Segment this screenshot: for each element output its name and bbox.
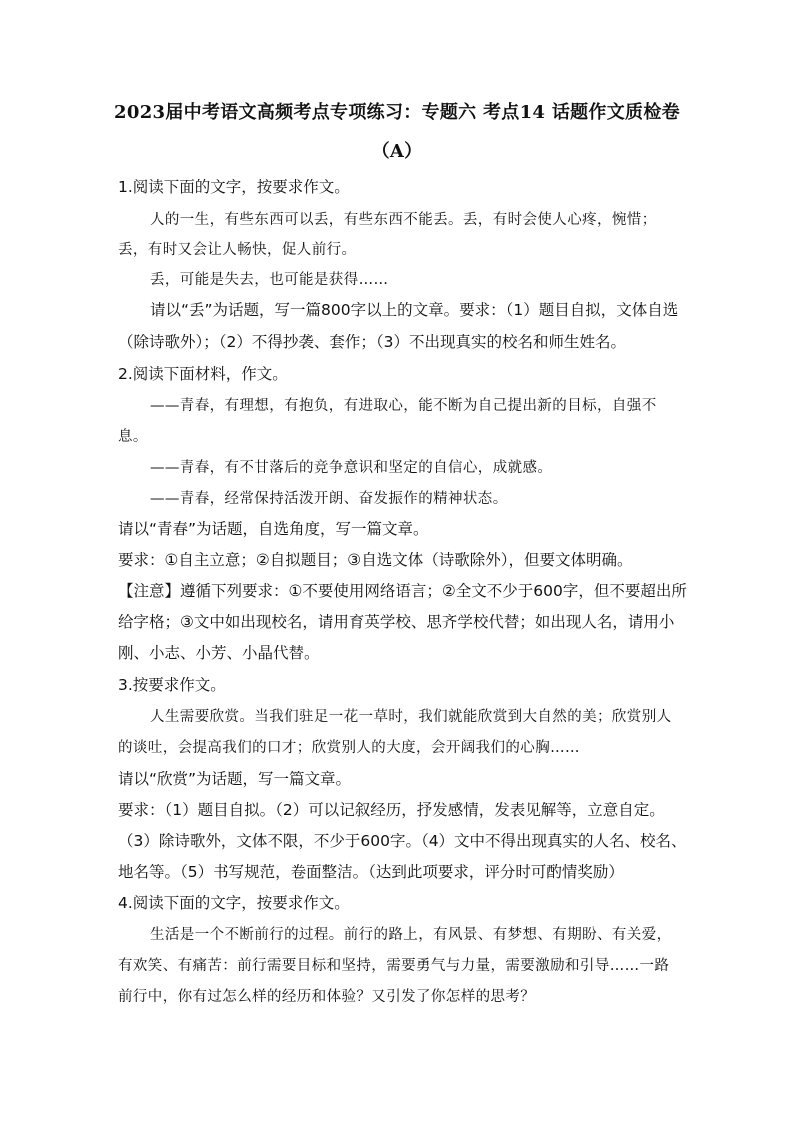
question-3-requirement-line: 请以“欣赏”为话题，写一篇文章。 xyxy=(118,770,352,788)
question-3-requirement-line: 要求：（1）题目自拟。（2）可以记叙经历，抒发感情，发表见解等，立意自定。 xyxy=(118,801,665,819)
question-4-material-line: 前行中，你有过怎么样的经历和体验？又引发了你怎样的思考？ xyxy=(118,989,536,1005)
question-2-heading: 2.阅读下面材料，作文。 xyxy=(118,365,288,383)
question-2-requirement-line: 请以“青春”为话题，自选角度，写一篇文章。 xyxy=(118,520,429,538)
document-title: 2023届中考语文高频考点专项练习：专题六 考点14 话题作文质检卷 xyxy=(114,102,680,123)
question-2-note-line: 刚、小志、小芳、小晶代替。 xyxy=(118,644,320,662)
question-2-requirement-line: 要求：①自主立意；②自拟题目；③自选文体（诗歌除外），但要文体明确。 xyxy=(118,551,633,569)
question-3-requirement-line: （3）除诗歌外，文体不限，不少于600字。（4）文中不得出现真实的人名、校名、 xyxy=(118,832,687,850)
question-3-material-line: 人生需要欣赏。当我们驻足一花一草时，我们就能欣赏到大自然的美；欣赏别人 xyxy=(150,709,672,725)
question-3-material-line: 的谈吐，会提高我们的口才；欣赏别人的大度，会开阔我们的心胸…… xyxy=(118,740,580,756)
question-1-material-line: 丢，可能是失去，也可能是获得…… xyxy=(150,272,389,288)
question-1-material-line: 丢，有时又会让人畅快，促人前行。 xyxy=(118,242,357,258)
question-4-heading: 4.阅读下面的文字，按要求作文。 xyxy=(118,894,350,912)
question-1-heading: 1.阅读下面的文字，按要求作文。 xyxy=(118,178,350,196)
document-title-suffix: （A） xyxy=(371,141,423,162)
question-2-note-line: 给字格；③文中如出现校名，请用育英学校、思齐学校代替；如出现人名，请用小 xyxy=(118,613,675,631)
question-4-material-line: 生活是一个不断前行的过程。前行的路上，有风景、有梦想、有期盼、有关爱， xyxy=(150,927,672,943)
question-3-heading: 3.按要求作文。 xyxy=(118,676,226,694)
question-1-requirement-line: （除诗歌外）；（2）不得抄袭、套作；（3）不出现真实的校名和师生姓名。 xyxy=(118,333,626,351)
question-2-material-line: ——青春，有理想，有抱负，有进取心，能不断为自己提出新的目标，自强不 xyxy=(150,398,657,414)
question-2-material-line: ——青春，有不甘落后的竞争意识和坚定的自信心，成就感。 xyxy=(150,460,553,476)
question-2-note-line: 【注意】遵循下列要求：①不要使用网络语言；②全文不少于600字，但不要超出所 xyxy=(118,582,687,600)
question-4-material-line: 有欢笑、有痛苦：前行需要目标和坚持，需要勇气与力量，需要激励和引导……一路 xyxy=(118,958,670,974)
question-2-material-line: 息。 xyxy=(118,429,148,445)
question-1-requirement-line: 请以“丢”为话题，写一篇800字以上的文章。要求：（1）题目自拟，文体自选 xyxy=(150,301,679,319)
question-3-requirement-line: 地名等。（5）书写规范，卷面整洁。（达到此项要求，评分时可酌情奖励） xyxy=(118,863,624,881)
question-1-material-line: 人的一生，有些东西可以丢，有些东西不能丢。丢，有时会使人心疼，惋惜； xyxy=(150,212,657,228)
question-2-material-line: ——青春，经常保持活泼开朗、奋发振作的精神状态。 xyxy=(150,491,508,507)
